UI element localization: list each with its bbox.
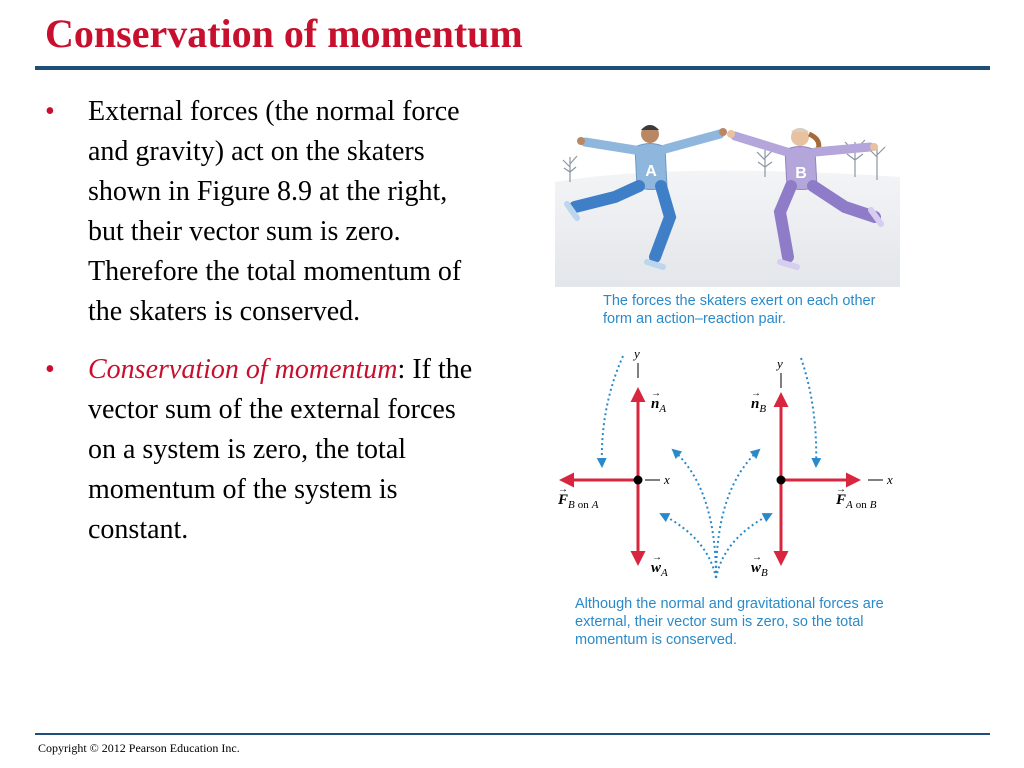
caption-external-forces: Although the normal and gravitational forces are external, their vector sum is zero, so the total momentum is conserved. — [575, 596, 884, 648]
label-f-a-on-b-arrow: → — [836, 484, 846, 495]
pointer-to-f-a-on-b — [801, 358, 816, 466]
skater-a-letter: A — [645, 163, 657, 180]
bullet-icon: • — [45, 354, 55, 385]
footer-divider — [35, 733, 990, 735]
label-w-b: $w_B$ — [751, 560, 768, 579]
bullet-icon: • — [45, 96, 55, 127]
bullet-colon: : — [397, 354, 406, 385]
label-f-a-on-b: $F_A$ on B — [836, 492, 877, 511]
free-body-diagram — [548, 338, 903, 593]
label-w-a: $w_A$ — [651, 560, 668, 579]
label-w-a-arrow: → — [652, 552, 662, 563]
bullet-list — [45, 92, 485, 568]
body-b-point — [777, 476, 786, 485]
bullet-term: Conservation of momentum — [88, 354, 398, 385]
label-f-b-on-a: $F_B$ on A — [558, 492, 599, 511]
axis-x-label-b: x — [887, 472, 893, 487]
body-a-point — [634, 476, 643, 485]
ice-rink — [555, 171, 900, 287]
pointer-to-f-b-on-a — [602, 356, 623, 466]
skater-b-letter: B — [795, 165, 807, 182]
label-n-a-arrow: → — [651, 388, 661, 399]
bullet-text: External forces (the normal force and gravity) act on the skaters shown in Figure 8.9 at the right, but their vector sum is zero. Therefore the total momentum of the skaters is conserved. — [88, 96, 462, 327]
label-n-a: $n_A$ — [651, 396, 667, 415]
skaters-illustration — [555, 122, 900, 287]
caption-pointers — [602, 356, 816, 578]
slide-title: Conservation of momentum — [45, 11, 523, 56]
bullet-item — [45, 350, 485, 550]
title-divider — [35, 66, 990, 70]
axis-x-label-a: x — [664, 472, 670, 487]
label-n-b-arrow: → — [751, 388, 761, 399]
bullet-text: If the vector sum of the external forces on a system is zero, the total momentum of the system is constant. — [88, 354, 473, 545]
label-n-b: $n_B$ — [751, 396, 767, 415]
axis-y-label-b: y — [777, 356, 783, 371]
label-f-b-on-a-arrow: → — [558, 484, 568, 495]
caption-action-reaction: The forces the skaters exert on each other form an action–reaction pair. — [603, 293, 876, 327]
axis-y-label-a: y — [634, 346, 640, 361]
label-w-b-arrow: → — [752, 552, 762, 563]
bullet-item — [45, 92, 485, 332]
pointer-to-w-a — [661, 514, 716, 578]
copyright-footer: Copyright © 2012 Pearson Education Inc. — [38, 741, 240, 755]
body-b-forces — [751, 356, 893, 579]
